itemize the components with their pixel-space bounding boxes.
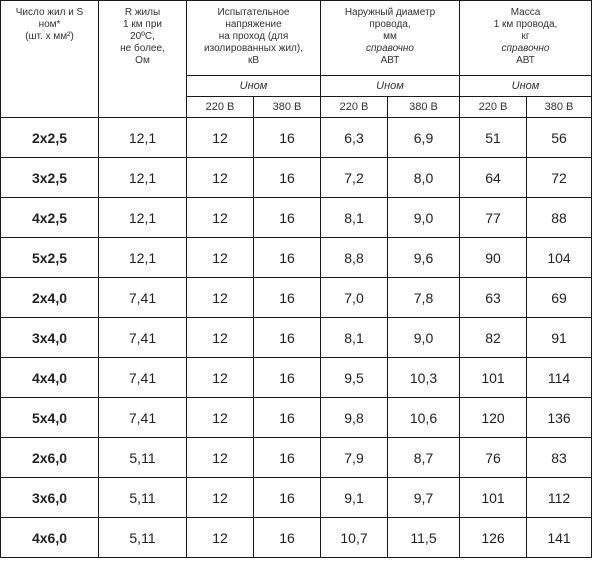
header-mass-line2: 1 км провода, [493, 19, 558, 30]
cell-test-220: 12 [187, 158, 254, 198]
header-resistance-line5: Ом [135, 55, 150, 66]
volt-220-diameter: 220 В [321, 97, 388, 118]
header-diameter-line1: Наружный диаметр [344, 7, 436, 18]
cell-cores-section: 2x2,5 [1, 118, 99, 158]
table-row [1, 358, 592, 398]
cell-mass-380: 72 [527, 158, 592, 198]
volt-380-mass: 380 В [527, 97, 592, 118]
cell-test-220: 12 [187, 398, 254, 438]
header-cores-section [1, 1, 99, 118]
table-row [1, 478, 592, 518]
cell-resistance: 7,41 [99, 358, 187, 398]
header-mass [460, 1, 592, 76]
table-row [1, 158, 592, 198]
cell-cores-section: 5x4,0 [1, 398, 99, 438]
header-resistance-line3: 20ºС, [130, 31, 155, 42]
header-mass-tail: АВТ [516, 55, 535, 66]
cell-mass-220: 51 [460, 118, 527, 158]
cell-mass-220: 126 [460, 518, 527, 558]
unom-mass: Uном [460, 76, 592, 97]
volt-380-test: 380 В [254, 97, 321, 118]
cell-test-220: 12 [187, 118, 254, 158]
cell-test-380: 16 [254, 318, 321, 358]
cell-mass-380: 56 [527, 118, 592, 158]
header-cores-line1: Число жил и S [15, 7, 84, 18]
cell-diameter-380: 9,7 [388, 478, 460, 518]
cell-test-220: 12 [187, 518, 254, 558]
cell-mass-380: 112 [527, 478, 592, 518]
volt-220-test: 220 В [187, 97, 254, 118]
cell-resistance: 5,11 [99, 478, 187, 518]
cell-diameter-220: 6,3 [321, 118, 388, 158]
cell-diameter-220: 10,7 [321, 518, 388, 558]
cell-diameter-380: 8,0 [388, 158, 460, 198]
cell-diameter-220: 8,8 [321, 238, 388, 278]
cell-cores-section: 4x6,0 [1, 518, 99, 558]
cell-test-220: 12 [187, 358, 254, 398]
header-resistance-line2: 1 км при [123, 19, 162, 30]
cell-cores-section: 3x6,0 [1, 478, 99, 518]
header-test-voltage-line4: изолированных жил), [204, 43, 303, 54]
header-mass-line1: Масса [510, 7, 541, 18]
cell-resistance: 7,41 [99, 398, 187, 438]
header-diameter-line2: провода, [369, 19, 411, 30]
cell-test-220: 12 [187, 318, 254, 358]
cell-resistance: 5,11 [99, 438, 187, 478]
header-test-voltage-line2: напряжение [225, 19, 282, 30]
cell-test-380: 16 [254, 198, 321, 238]
cell-test-380: 16 [254, 278, 321, 318]
cell-mass-220: 101 [460, 358, 527, 398]
volt-220-mass: 220 В [460, 97, 527, 118]
header-test-voltage-line3: на проход (для [218, 31, 289, 42]
cell-test-220: 12 [187, 478, 254, 518]
header-cores-line3: (шт. х мм²) [25, 31, 74, 42]
cell-mass-380: 104 [527, 238, 592, 278]
cell-mass-220: 120 [460, 398, 527, 438]
table-row [1, 398, 592, 438]
header-mass-line3: кг [521, 31, 530, 42]
cell-diameter-380: 10,6 [388, 398, 460, 438]
cell-test-380: 16 [254, 438, 321, 478]
cell-mass-220: 90 [460, 238, 527, 278]
cell-resistance: 7,41 [99, 278, 187, 318]
table-row [1, 438, 592, 478]
cell-diameter-220: 8,1 [321, 198, 388, 238]
header-test-voltage-line1: Испытательное [217, 7, 290, 18]
cell-diameter-380: 11,5 [388, 518, 460, 558]
cell-test-380: 16 [254, 158, 321, 198]
cell-diameter-380: 10,3 [388, 358, 460, 398]
cell-mass-220: 64 [460, 158, 527, 198]
cell-test-380: 16 [254, 358, 321, 398]
cell-test-380: 16 [254, 478, 321, 518]
header-resistance-line1: R жилы [124, 7, 161, 18]
cell-diameter-380: 9,0 [388, 198, 460, 238]
cell-mass-220: 101 [460, 478, 527, 518]
cell-cores-section: 3x4,0 [1, 318, 99, 358]
cell-diameter-220: 7,2 [321, 158, 388, 198]
cell-diameter-380: 9,6 [388, 238, 460, 278]
table-row [1, 278, 592, 318]
header-diameter-tail: АВТ [380, 55, 400, 66]
table-row [1, 238, 592, 278]
cell-diameter-380: 7,8 [388, 278, 460, 318]
cell-mass-380: 141 [527, 518, 592, 558]
cell-test-220: 12 [187, 438, 254, 478]
cell-mass-220: 82 [460, 318, 527, 358]
cell-diameter-220: 7,0 [321, 278, 388, 318]
cell-test-380: 16 [254, 518, 321, 558]
cell-test-380: 16 [254, 238, 321, 278]
cell-resistance: 12,1 [99, 238, 187, 278]
header-outer-diameter [321, 1, 460, 76]
cell-mass-380: 88 [527, 198, 592, 238]
cell-diameter-220: 9,5 [321, 358, 388, 398]
table-body [1, 118, 592, 558]
header-mass-reference: справочно [501, 43, 550, 54]
cell-test-220: 12 [187, 278, 254, 318]
cell-resistance: 5,11 [99, 518, 187, 558]
cell-mass-380: 136 [527, 398, 592, 438]
cell-cores-section: 2x6,0 [1, 438, 99, 478]
cell-cores-section: 3x2,5 [1, 158, 99, 198]
cell-resistance: 7,41 [99, 318, 187, 358]
cell-mass-380: 83 [527, 438, 592, 478]
cell-diameter-220: 9,1 [321, 478, 388, 518]
cell-cores-section: 5x2,5 [1, 238, 99, 278]
cell-test-220: 12 [187, 198, 254, 238]
cell-mass-220: 76 [460, 438, 527, 478]
header-test-voltage-line5: кВ [247, 55, 260, 66]
cell-diameter-380: 8,7 [388, 438, 460, 478]
cell-mass-220: 63 [460, 278, 527, 318]
cell-diameter-220: 7,9 [321, 438, 388, 478]
cell-cores-section: 4x2,5 [1, 198, 99, 238]
cell-diameter-220: 9,8 [321, 398, 388, 438]
table-row [1, 198, 592, 238]
cell-cores-section: 2x4,0 [1, 278, 99, 318]
table-row [1, 118, 592, 158]
cell-test-220: 12 [187, 238, 254, 278]
cell-mass-380: 91 [527, 318, 592, 358]
cell-mass-380: 69 [527, 278, 592, 318]
cell-diameter-380: 9,0 [388, 318, 460, 358]
unom-diameter: Uном [321, 76, 460, 97]
header-resistance-line4: не более, [120, 43, 165, 54]
cell-mass-380: 114 [527, 358, 592, 398]
unom-test-voltage: Uном [187, 76, 321, 97]
cell-test-380: 16 [254, 118, 321, 158]
header-resistance [99, 1, 187, 118]
cell-diameter-380: 6,9 [388, 118, 460, 158]
header-test-voltage [187, 1, 321, 76]
table-row [1, 318, 592, 358]
cell-mass-220: 77 [460, 198, 527, 238]
table-row [1, 518, 592, 558]
header-diameter-reference: справочно [366, 43, 414, 54]
cell-cores-section: 4x4,0 [1, 358, 99, 398]
cell-resistance: 12,1 [99, 158, 187, 198]
cell-test-380: 16 [254, 398, 321, 438]
volt-380-diameter: 380 В [388, 97, 460, 118]
cell-diameter-220: 8,1 [321, 318, 388, 358]
header-cores-line2: ном* [38, 19, 61, 30]
cell-resistance: 12,1 [99, 118, 187, 158]
header-diameter-line3: мм [383, 31, 397, 42]
cell-resistance: 12,1 [99, 198, 187, 238]
